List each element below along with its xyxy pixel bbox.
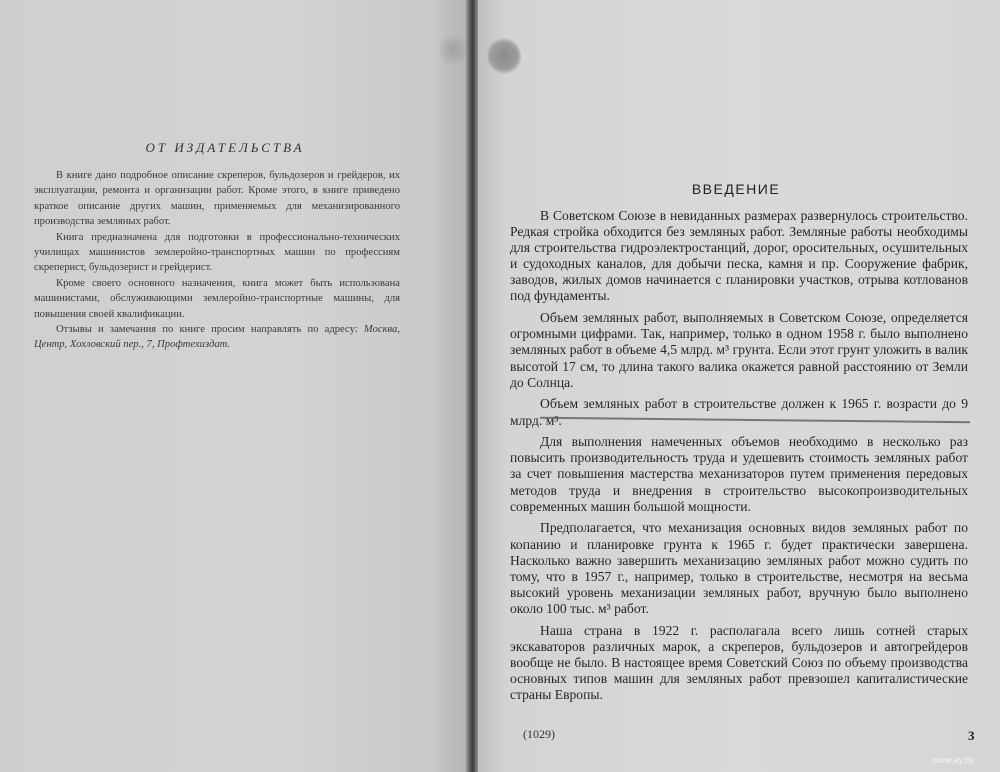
paper-stain-faint [440,30,466,70]
intro-paragraph: Объем земляных работ, выполняемых в Советском Союзе, определяется огромными цифрами. Так, например, только в одном 1958 г. было выполнено земляных работ в объеме 4,5 млрд. м³ грунта. Если этот грунт уложить в валик высотой 17 см, то длина такого валика окажется равной расстоянию от Земли до Солнца. [510,310,968,390]
print-order-code: (1029) [523,727,555,741]
introduction-body [510,208,968,709]
page-number: 3 [968,728,975,743]
intro-paragraph: Наша страна в 1922 г. располагала всего лишь сотней старых экскаваторов различных марок, а скреперов, бульдозеров и автогрейдеров вообще не было. В настоящее время Советский Союз по объему производства основных типов машин для земляных работ превзошел капиталистические страны Европы. [510,622,968,703]
intro-paragraph: Для выполнения намеченных объемов необходимо в несколько раз повысить производительность труда и удешевить стоимость земляных работ за счет повышения мастерства механизаторов путем применения передовых методов труда и внедрения в строительство высокопроизводительных современных машин большой мощности. [510,434,968,514]
intro-paragraph-underlined: Объем земляных работ в строительстве должен к 1965 г. возрасти до 9 млрд. м³. [510,396,968,428]
publisher-paragraph: В книге дано подробное описание скреперов, бульдозеров и грейдеров, их эксплуатации, ремонта и организации работ. Кроме этого, в книге приведено краткое описание других машин, применяемых для механизированного производства земляных работ. [34,170,400,228]
left-page [0,0,468,772]
publisher-paragraph: Книга предназначена для подготовки в профессионально-технических училищах машинистов землеройно-транспортных машин по профессиям скреперист, бульдозерист и грейдерист. [34,231,400,274]
publisher-note [34,168,400,353]
introduction-heading: ВВЕДЕНИЕ [691,181,781,197]
intro-paragraph: В Советском Союзе в невиданных размерах развернулось строительство. Редкая стройка обходится без земляных работ. Земляные работы необходимы для строительства гидроэлектростанций, дорог, оросительных, осушительных и судоходных каналов, для добычи песка, камня и пр. Сооружение фабрик, заводов, жилых домов начинается с планировки участков, отрыва котлованов под фундаменты. [510,208,968,304]
publisher-address: Москва, Центр, Хохловский пер., 7, Профтехиздат. [34,324,400,351]
paper-stain [487,38,521,74]
publisher-heading: ОТ ИЗДАТЕЛЬСТВА [145,140,305,155]
intro-paragraph: Предполагается, что механизация основных видов земляных работ по копанию и планировке грунта к 1965 г. будет практически завершена. Насколько важно завершить механизацию земляных работ можно судить по тому, что в 1957 г., например, только в строительстве, несмотря на весьма высокий уровень механизации земляных работ, вручную было выполнено около 100 тыс. м³ работ. [510,520,968,616]
book-spine [466,0,478,772]
watermark: www.ay.by [932,755,975,765]
publisher-paragraph: Кроме своего основного назначения, книга может быть использована машинистами, обслуживающими землеройно-транспортные машины, для повышения своей квалификации. [34,277,400,320]
address-intro: Отзывы и замечания по книге просим направлять по адресу: [56,324,358,336]
publisher-address-paragraph [34,322,400,353]
